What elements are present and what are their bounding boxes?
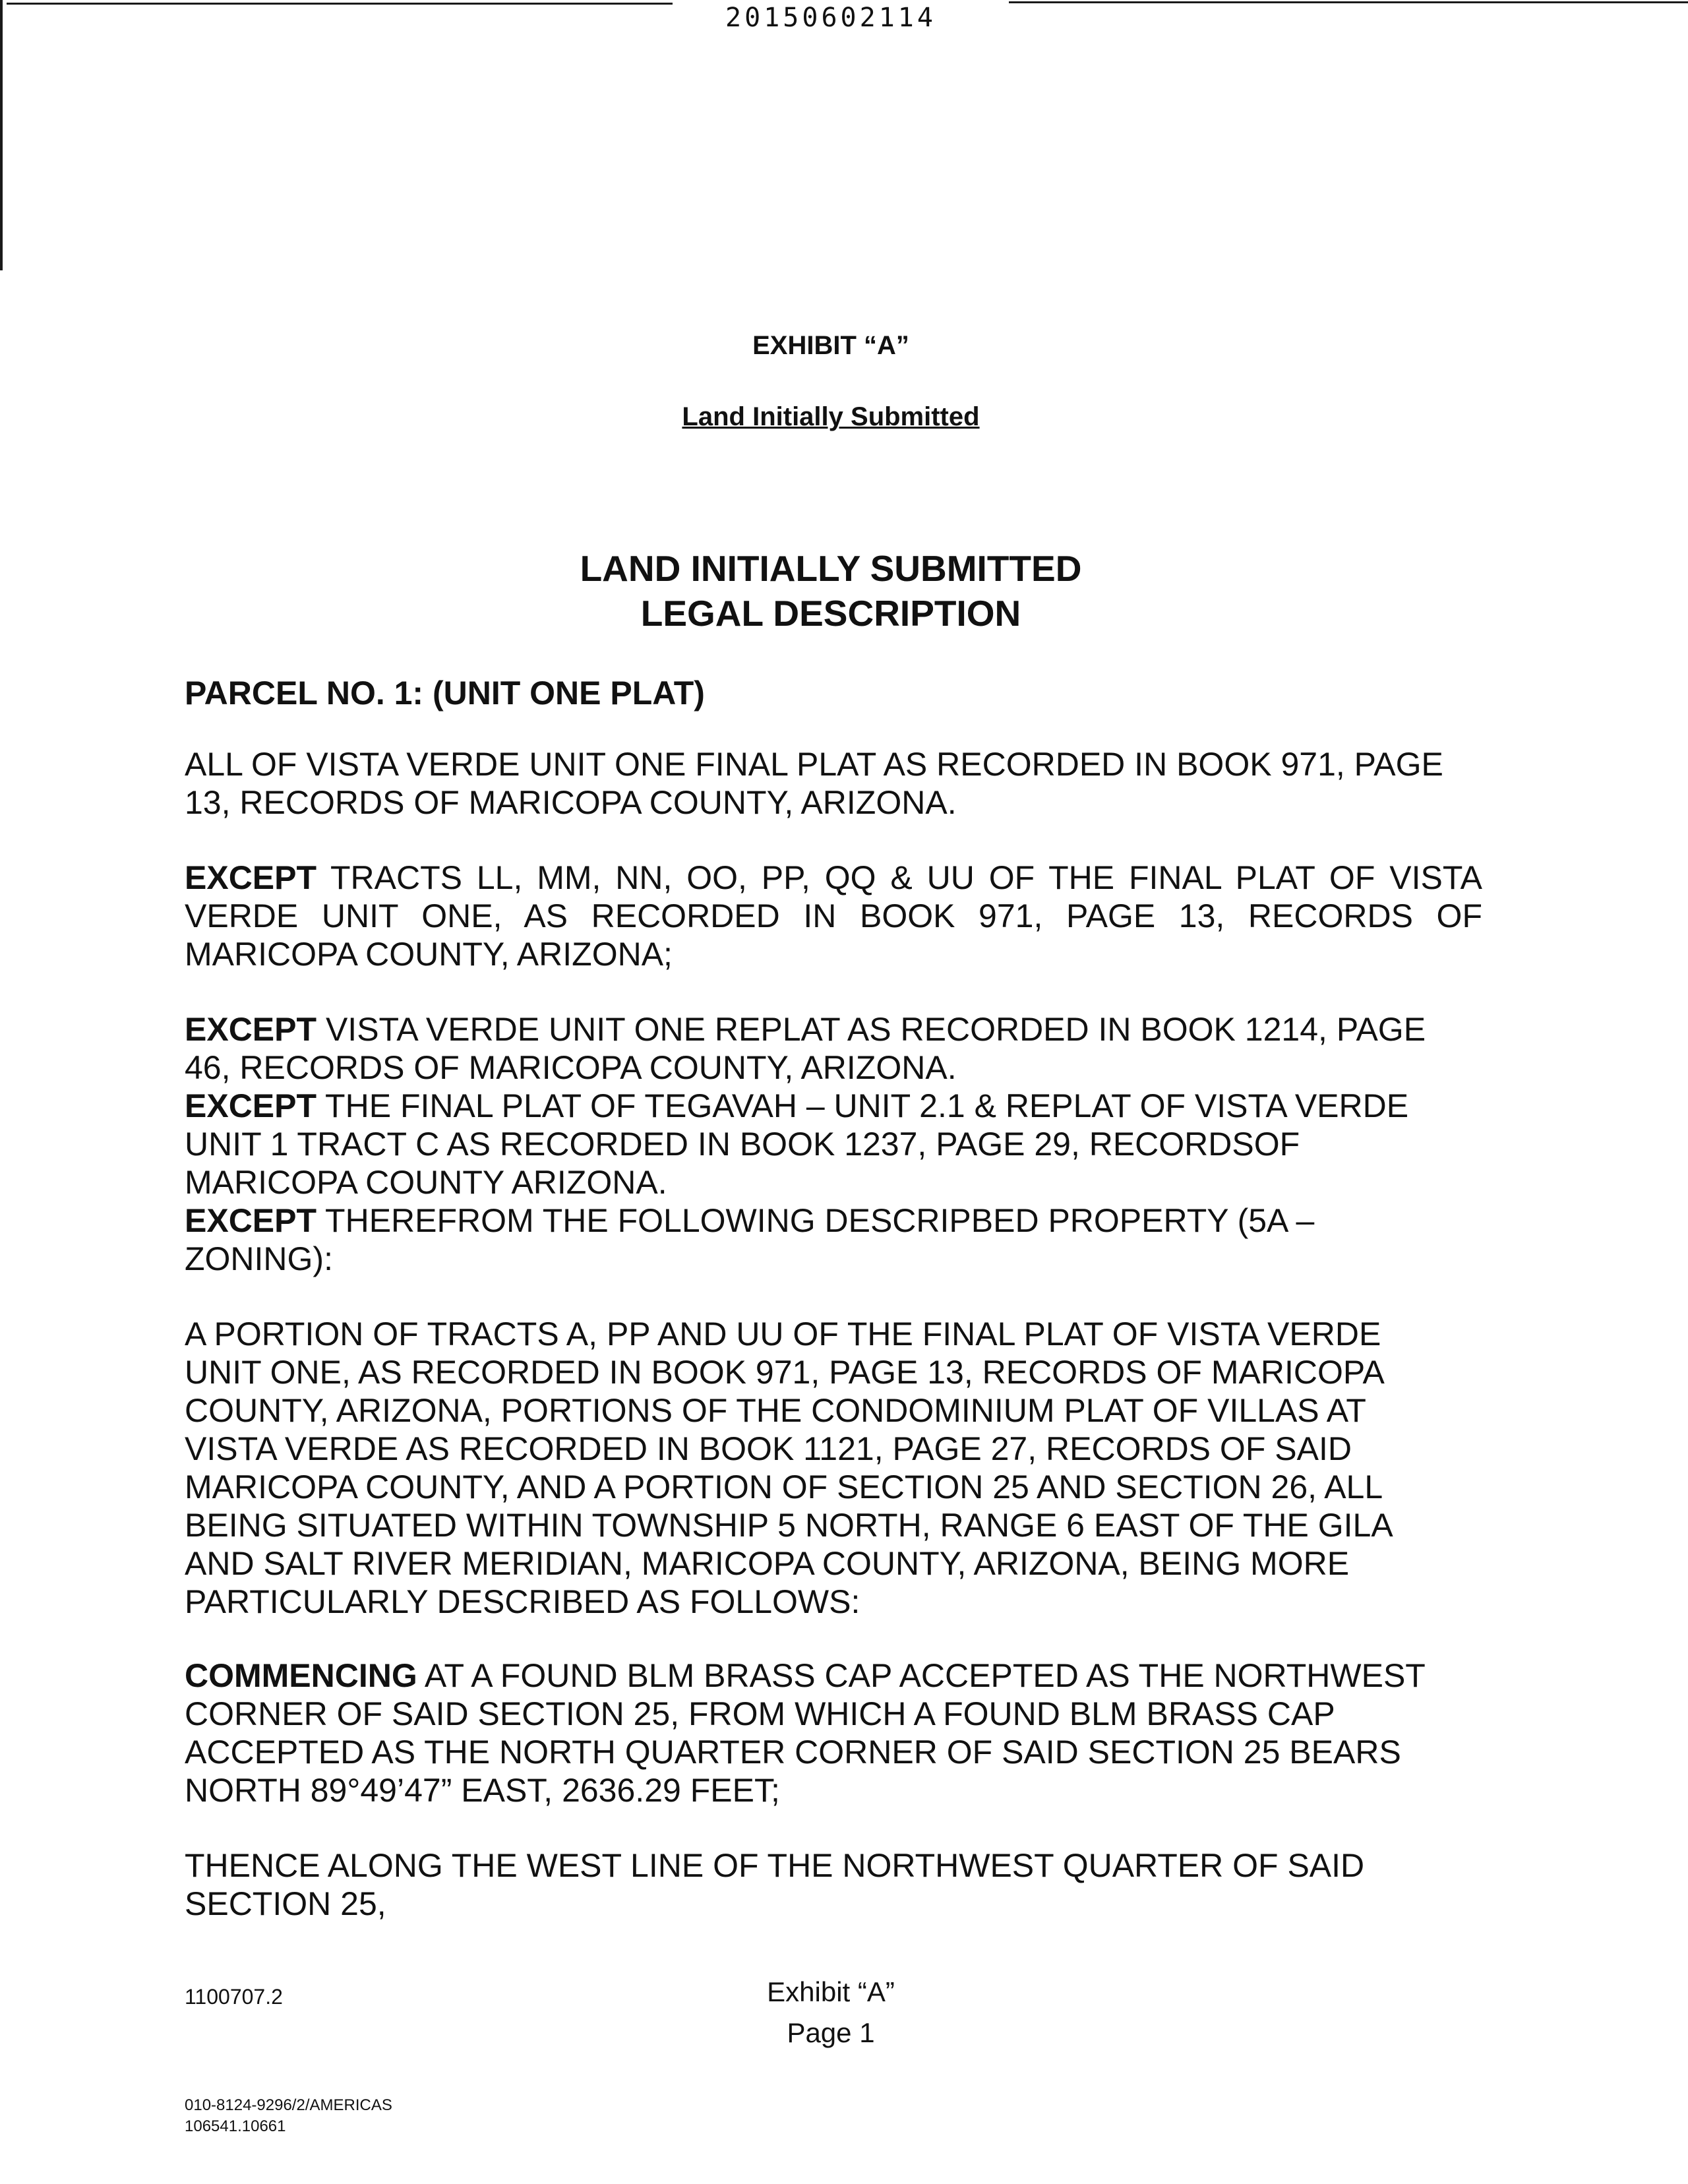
paragraph-line: EXCEPT TRACTS LL, MM, NN, OO, PP, QQ & UU OF THE FINAL PLAT OF VISTA — [185, 859, 1482, 896]
paragraph-line: VISTA VERDE AS RECORDED IN BOOK 1121, PAGE 27, RECORDS OF SAID — [185, 1430, 1352, 1467]
paragraph-line: SECTION 25, — [185, 1885, 386, 1922]
paragraph-line: UNIT 1 TRACT C AS RECORDED IN BOOK 1237, PAGE 29, RECORDSOF — [185, 1126, 1300, 1163]
main-heading-line-2: LEGAL DESCRIPTION — [640, 593, 1021, 634]
paragraph-line: 13, RECORDS OF MARICOPA COUNTY, ARIZONA. — [185, 784, 957, 821]
footer-doc-id: 1100707.2 — [185, 1985, 283, 2009]
paragraph-8 — [185, 1846, 1484, 1923]
except-keyword: EXCEPT — [185, 859, 317, 896]
paragraph-line: EXCEPT THEREFROM THE FOLLOWING DESCRIPBED PROPERTY (5A – — [185, 1202, 1315, 1239]
paragraph-1 — [185, 745, 1484, 822]
recording-number: 20150602114 — [725, 3, 936, 33]
footer-page-label: Page 1 — [787, 2017, 875, 2048]
paragraph-4 — [185, 1087, 1484, 1201]
footer-exhibit — [0, 1972, 1662, 2053]
paragraph-line: ALL OF VISTA VERDE UNIT ONE FINAL PLAT AS RECORDED IN BOOK 971, PAGE — [185, 746, 1443, 783]
except-keyword: EXCEPT — [185, 1202, 317, 1239]
paragraph-line: THENCE ALONG THE WEST LINE OF THE NORTHWEST QUARTER OF SAID — [185, 1847, 1365, 1884]
except-keyword: EXCEPT — [185, 1087, 317, 1124]
paragraph-line: EXCEPT VISTA VERDE UNIT ONE REPLAT AS RECORDED IN BOOK 1214, PAGE — [185, 1011, 1426, 1048]
footer-exhibit-label: Exhibit “A” — [767, 1976, 895, 2007]
paragraph-3 — [185, 1010, 1484, 1087]
paragraph-line: MARICOPA COUNTY, AND A PORTION OF SECTION 25 AND SECTION 26, ALL — [185, 1469, 1383, 1505]
paragraph-line: NORTH 89°49’47” EAST, 2636.29 FEET; — [185, 1772, 780, 1809]
paragraph-6 — [185, 1315, 1484, 1621]
paragraph-line: A PORTION OF TRACTS A, PP AND UU OF THE FINAL PLAT OF VISTA VERDE — [185, 1316, 1381, 1352]
paragraph-2 — [185, 859, 1482, 973]
exhibit-subtitle: Land Initially Submitted — [682, 402, 980, 431]
paragraph-line: MARICOPA COUNTY, ARIZONA; — [185, 936, 673, 973]
paragraph-line: ACCEPTED AS THE NORTH QUARTER CORNER OF SAID SECTION 25 BEARS — [185, 1734, 1401, 1771]
exhibit-title: EXHIBIT “A” — [752, 331, 909, 360]
paragraph-line: PARTICULARLY DESCRIBED AS FOLLOWS: — [185, 1583, 860, 1620]
scan-edge-left — [0, 0, 3, 270]
paragraph-5 — [185, 1201, 1484, 1278]
main-heading-line-1: LAND INITIALLY SUBMITTED — [580, 548, 1082, 589]
commencing-keyword: COMMENCING — [185, 1657, 417, 1694]
footer-meta-line-2: 106541.10661 — [185, 2117, 286, 2135]
paragraph-line: VERDE UNIT ONE, AS RECORDED IN BOOK 971, PAGE 13, RECORDS OF — [185, 897, 1482, 934]
paragraph-7 — [185, 1656, 1484, 1809]
paragraph-line: CORNER OF SAID SECTION 25, FROM WHICH A FOUND BLM BRASS CAP — [185, 1695, 1335, 1732]
paragraph-line: COUNTY, ARIZONA, PORTIONS OF THE CONDOMINIUM PLAT OF VILLAS AT — [185, 1392, 1366, 1429]
footer-meta-line-1: 010-8124-9296/2/AMERICAS — [185, 2096, 392, 2114]
paragraph-line: COMMENCING AT A FOUND BLM BRASS CAP ACCEPTED AS THE NORTHWEST — [185, 1657, 1426, 1694]
paragraph-line: MARICOPA COUNTY ARIZONA. — [185, 1164, 667, 1201]
paragraph-line: EXCEPT THE FINAL PLAT OF TEGAVAH – UNIT 2.1 & REPLAT OF VISTA VERDE — [185, 1087, 1409, 1124]
paragraph-line: BEING SITUATED WITHIN TOWNSHIP 5 NORTH, RANGE 6 EAST OF THE GILA — [185, 1507, 1393, 1544]
parcel-heading: PARCEL NO. 1: (UNIT ONE PLAT) — [185, 675, 705, 712]
paragraph-line: UNIT ONE, AS RECORDED IN BOOK 971, PAGE 13, RECORDS OF MARICOPA — [185, 1354, 1385, 1391]
paragraph-line: 46, RECORDS OF MARICOPA COUNTY, ARIZONA. — [185, 1049, 957, 1086]
except-keyword: EXCEPT — [185, 1011, 317, 1048]
footer-meta — [185, 2095, 392, 2137]
paragraph-line: ZONING): — [185, 1240, 333, 1277]
paragraph-line: AND SALT RIVER MERIDIAN, MARICOPA COUNTY, ARIZONA, BEING MORE — [185, 1545, 1350, 1582]
main-heading — [0, 546, 1662, 636]
